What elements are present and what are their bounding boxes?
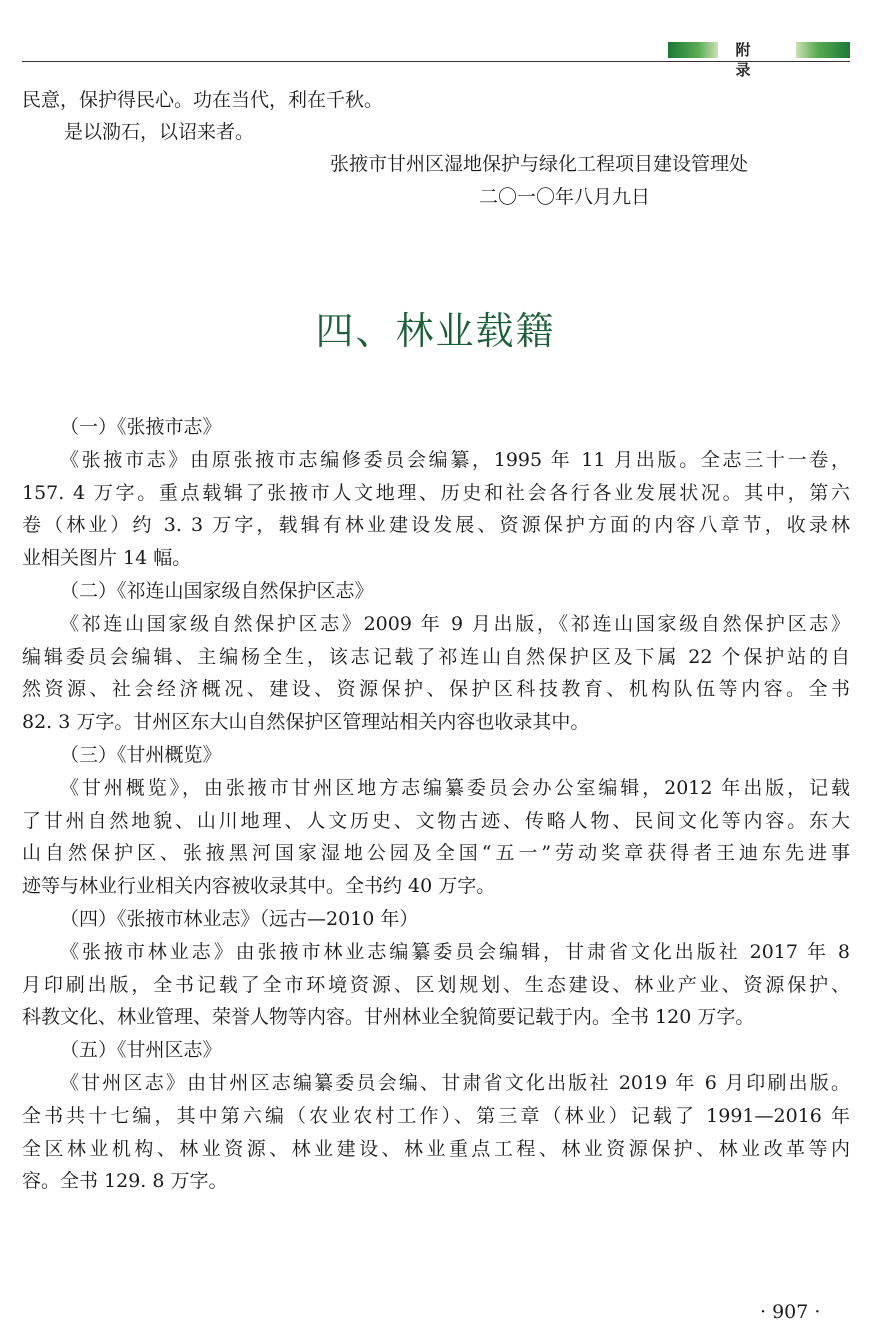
- intro-line-1: 民意，保护得民心。功在当代，利在千秋。: [22, 89, 384, 111]
- book-heading: （二）《祁连山国家级自然保护区志》: [60, 579, 374, 602]
- book-text-line: 157. 4 万字。重点载辑了张掖市人文地理、历史和社会各行各业发展状况。其中，第六: [22, 481, 850, 504]
- book-text-line: 《张掖市志》由原张掖市志编修委员会编纂，1995 年 11 月出版。全志三十一卷，: [60, 448, 850, 471]
- running-header: [22, 40, 850, 79]
- book-text-line: 《张掖市林业志》由张掖市林业志编纂委员会编辑，甘肃省文化出版社 2017 年 8: [60, 940, 850, 963]
- book-text-line: 容。全书 129. 8 万字。: [22, 1170, 228, 1193]
- header-rule: [22, 61, 850, 62]
- book-heading: （五）《甘州区志》: [60, 1039, 222, 1062]
- book-text-line: 编辑委员会编辑、主编杨全生，该志记载了祁连山自然保护区及下属 22 个保护站的自: [22, 645, 850, 668]
- book-text-line: 然资源、社会经济概况、建设、资源保护、保护区科技教育、机构队伍等内容。全书: [22, 678, 850, 701]
- book-text-line: 卷（林业）约 3. 3 万字，载辑有林业建设发展、资源保护方面的内容八章节，收录林: [22, 514, 850, 537]
- intro-date: 二〇一〇年八月九日: [479, 186, 651, 208]
- book-text-line: 《祁连山国家级自然保护区志》2009 年 9 月出版，《祁连山国家级自然保护区志》: [60, 612, 850, 635]
- book-text-line: 月印刷出版，全书记载了全市环境资源、区划规划、生态建设、林业产业、资源保护、: [22, 973, 850, 996]
- intro-line-2: 是以泐石，以诏来者。: [64, 121, 255, 143]
- header-section-label: 附 录: [735, 41, 759, 79]
- book-text-line: 《甘州概览》，由张掖市甘州区地方志编纂委员会办公室编辑，2012 年出版，记载: [60, 776, 850, 799]
- book-heading: （三）《甘州概览》: [60, 743, 222, 766]
- book-text-line: 全区林业机构、林业资源、林业建设、林业重点工程、林业资源保护、林业改革等内: [22, 1137, 850, 1160]
- books-body: [22, 411, 850, 1198]
- book-text-line: 迹等与林业行业相关内容被收录其中。全书约 40 万字。: [22, 875, 496, 898]
- intro-signature: 张掖市甘州区湿地保护与绿化工程项目建设管理处: [330, 153, 749, 175]
- header-decor-bar-right: [796, 42, 850, 58]
- book-heading: （四）《张掖市林业志》（远古—2010 年）: [60, 907, 419, 930]
- section-title: 四、林业载籍: [315, 309, 556, 353]
- book-text-line: 82. 3 万字。甘州区东大山自然保护区管理站相关内容也收录其中。: [22, 711, 590, 734]
- header-decor-bar-left: [668, 42, 718, 58]
- book-text-line: 了甘州自然地貌、山川地理、人文历史、文物古迹、传略人物、民间文化等内容。东大: [22, 809, 850, 832]
- book-text-line: 《甘州区志》由甘州区志编纂委员会编、甘肃省文化出版社 2019 年 6 月印刷出版。: [60, 1071, 850, 1094]
- book-text-line: 科教文化、林业管理、荣誉人物等内容。甘州林业全貌简要记载于内。全书 120 万字。: [22, 1006, 755, 1029]
- book-text-line: 山自然保护区、张掖黑河国家湿地公园及全国“五一”劳动奖章获得者王迪东先进事: [22, 842, 850, 865]
- book-heading: （一）《张掖市志》: [60, 416, 222, 438]
- book-text-line: 全书共十七编，其中第六编（农业农村工作）、第三章（林业）记载了 1991—2016 年: [22, 1104, 850, 1127]
- book-text-line: 业相关图片 14 幅。: [22, 547, 192, 570]
- page-number: · 907 ·: [760, 1301, 821, 1323]
